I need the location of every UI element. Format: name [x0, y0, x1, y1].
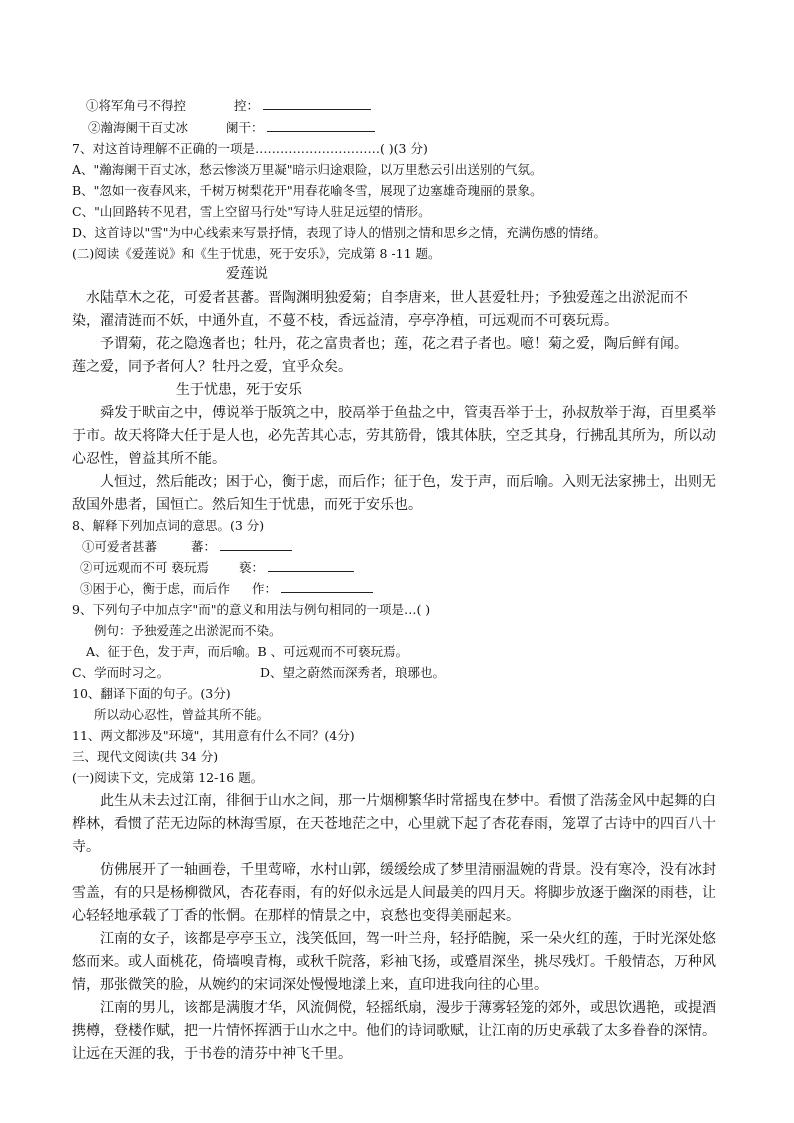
answer-blank[interactable] [267, 118, 375, 132]
shengyu-line: 于市。故天将降大任于是人也，必先苦其心志，劳其筋骨，饿其体肤，空乏其身，行拂乱其所为，所以动 [72, 428, 716, 444]
modern-line: 桦林，看惯了茫无边际的林海雪原，在天苍地茫之中，心里就下起了杏花春雨，笼罩了古诗中的四百八十 [72, 816, 716, 832]
modern-line: 仿佛展开了一轴画卷，千里莺啼，水村山郭，缓缓绘成了梦里清丽温婉的背景。没有寒冷，没有冰封 [100, 862, 716, 878]
modern-line: 携樽，登楼作赋，把一片情怀挥洒于山水之中。他们的诗词歌赋，让江南的历史承载了太多眷眷的深情。 [72, 1023, 716, 1039]
shengyu-line: 敌国外患者，国恒亡。然后知生于忧患，而死于安乐也。 [72, 497, 422, 513]
ailian-line: 水陆草木之花，可爱者甚蕃。晋陶渊明独爱菊；自李唐来，世人甚爱牡丹；予独爱莲之出淤泥而不 [86, 290, 688, 306]
modern-line: 雪盖，有的只是杨柳微风，杏花春雨，有的好似永远是人间最美的四月天。将脚步放逐于幽深的雨巷，让 [72, 885, 716, 901]
modern-line: 寺。 [72, 839, 100, 855]
q6-word-1: 控： [233, 98, 259, 113]
q8-item-1 [82, 537, 292, 557]
q9-stem: 9、下列句子中加点字"而"的意义和用法与例句相同的一项是…( ) [72, 602, 431, 617]
ailian-line: 莲之爱，同予者何人？牡丹之爱，宜乎众矣。 [72, 359, 352, 375]
modern-line: 悠而来。或人面桃花，倚墙嗅青梅，或秋千院落，彩袖飞扬，或蹙眉深坐，挑尽残灯。千般情态，万种风 [72, 954, 716, 970]
q8-word-2: 亵： [238, 560, 264, 575]
q6-sentence-1: ①将军角弓不得控 [86, 98, 187, 113]
modern-line: 心轻轻地承载了丁香的怅惘。在那样的情景之中，哀愁也变得美丽起来。 [72, 908, 520, 924]
q11-stem: 11、两文都涉及"环境"，其用意有什么不同？(4分) [72, 728, 355, 743]
q10-stem: 10、翻译下面的句子。(3分) [72, 686, 231, 701]
answer-blank[interactable] [263, 96, 371, 110]
q7-option-d: D、这首诗以"雪"为中心线索来写景抒情，表现了诗人的惜别之情和思乡之情，充满伤感的情绪。 [72, 225, 607, 240]
answer-blank[interactable] [220, 537, 292, 551]
shengyu-title: 生于忧患，死于安乐 [176, 382, 302, 398]
q8-item-3 [80, 579, 373, 599]
ailian-line: 予谓菊，花之隐逸者也；牡丹，花之富贵者也；莲，花之君子者也。噫！菊之爱，陶后鲜有闻。 [100, 336, 688, 352]
q9-options-ab: A、征于色，发于声，而后喻。B 、可远观而不可亵玩焉。 [86, 644, 409, 659]
modern-line: 让远在天涯的我，于书卷的清芬中神飞千里。 [72, 1046, 352, 1062]
ailian-line: 染，濯清涟而不妖，中通外直，不蔓不枝，香远益清，亭亭净植，可远观而不可亵玩焉。 [72, 313, 618, 329]
q6-sentence-2: ②瀚海阑干百丈冰 [88, 120, 189, 135]
shengyu-line: 人恒过，然后能改；困于心，衡于虑，而后作；征于色，发于声，而后喻。入则无法家拂士，出则无 [100, 474, 716, 490]
q7-option-a: A、"瀚海阑干百丈冰，愁云惨淡万里凝"暗示归途艰险，以万里愁云引出送别的气氛。 [72, 162, 543, 177]
shengyu-line: 舜发于畎亩之中，傅说举于版筑之中，胶鬲举于鱼盐之中，管夷吾举于士，孙叔敖举于海，百里奚举 [100, 405, 716, 421]
modern-line: 江南的男儿，该都是满腹才华，风流倜傥，轻摇纸扇，漫步于薄雾轻笼的郊外，或思饮遇艳，或提酒 [100, 1000, 716, 1016]
q7-option-b: B、"忽如一夜春风来，千树万树梨花开"用春花喻冬雪，展现了边塞雄奇瑰丽的景象。 [72, 183, 543, 198]
q8-sentence-2: ②可远观而不可 亵玩焉 [80, 560, 209, 575]
q7-stem: 7、对这首诗理解不正确的一项是…………………………( )(3 分) [72, 141, 428, 156]
shengyu-line: 心忍性，曾益其所不能。 [72, 451, 226, 467]
q9-option-d: D、望之蔚然而深秀者，琅琊也。 [260, 665, 446, 680]
section3-sub: (一)阅读下文，完成第 12-16 题。 [72, 770, 264, 785]
modern-line: 此生从未去过江南，徘徊于山水之间，那一片烟柳繁华时常摇曳在梦中。看惯了浩荡金风中起舞的白 [100, 793, 716, 809]
q8-sentence-3: ③困于心，衡于虑，而后作 [80, 581, 231, 596]
q8-item-2 [80, 558, 354, 578]
ailian-title: 爱莲说 [226, 266, 268, 282]
q9-example: 例句：予独爱莲之出淤泥而不染。 [94, 623, 282, 638]
q8-word-3: 作： [251, 581, 277, 596]
q6-item-1 [86, 96, 371, 116]
q8-word-1: 蕃： [190, 539, 216, 554]
q6-word-2: 阑干： [225, 120, 264, 135]
q10-sentence: 所以动心忍性，曾益其所不能。 [94, 707, 270, 722]
modern-line: 情，那张微笑的脸，从婉约的宋词深处慢慢地漾上来，直印进我向往的心里。 [72, 977, 548, 993]
q6-item-2 [88, 118, 375, 138]
q8-stem: 8、解释下列加点词的意思。(3 分) [72, 518, 265, 533]
q8-sentence-1: ①可爱者甚蕃 [82, 539, 158, 554]
q9-option-c: C、学而时习之。 [72, 665, 170, 680]
section3-title: 三、现代文阅读(共 34 分) [72, 749, 219, 764]
modern-line: 江南的女子，该都是亭亭玉立，浅笑低回，驾一叶兰舟，轻抒皓腕，采一朵火红的莲，于时光深处悠 [100, 931, 716, 947]
answer-blank[interactable] [268, 558, 354, 572]
answer-blank[interactable] [281, 579, 373, 593]
section2-intro: (二)阅读《爱莲说》和《生于忧患，死于安乐》，完成第 8 -11 题。 [72, 246, 441, 261]
q7-option-c: C、"山回路转不见君，雪上空留马行处"写诗人驻足远望的情形。 [72, 204, 431, 219]
